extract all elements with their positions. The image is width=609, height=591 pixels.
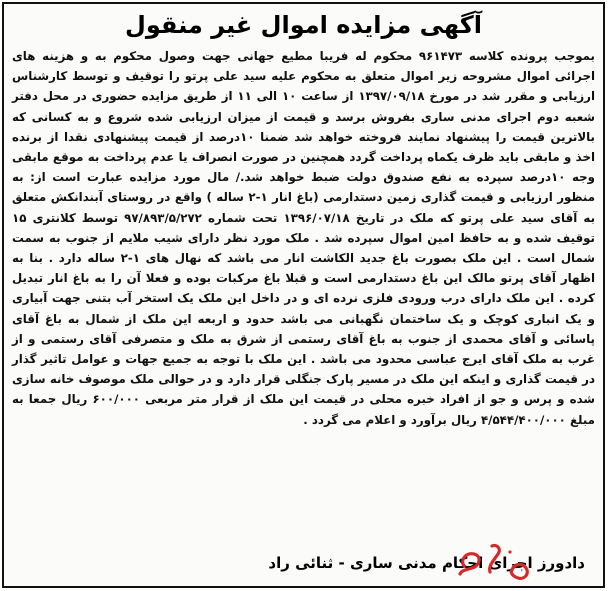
notice-signature: دادورز اجرای احکام مدنی ساری - ثنائی راد <box>268 554 585 572</box>
notice-body: بموجب پرونده کلاسه ۹۶۱۴۷۳ محکوم له فریبا مطیع جهانی جهت وصول محکوم به و هزینه های اجرائی اموال مشروحه زیر اموال متعلق به محکوم علیه سید علی پرتو را توقیف و توسط کارشناس ارزیابی و مقرر شد در مورخ ۱۳۹۷/۰۹/۱۸ از ساعت ۱۰ الی ۱۱ از طریق مزایده حضوری در محل دفتر شعبه دوم اجرای مدنی ساری بفروش برسد و قیمت از میزان ارزیابی شده شروع و به کسانی که بالاترین قیمت را پیشنهاد نمایند فروخته خواهد شد ضمنا ۱۰درصد از قیمت پیشنهادی نقدا از برنده اخذ و مابقی باید ظرف یکماه پرداخت گردد همچنین در صورت انصراف یا عدم پرداخت به موقع مابقی وجه ۱۰درصد سپرده به نفع صندوق دولت ضبط خواهد شد./ مال مورد مزایده عبارت است از: به منظور ارزیابی و قیمت گذاری زمین دستدارمی (باغ انار ۱-۲ ساله ) واقع در روستای آبندانکش متعلق به آقای سید علی پرتو که ملک در تاریخ ۱۳۹۶/۰۷/۱۸ تحت شماره ۹۷/۸۹۳/۵/۲۷۲ توسط کلانتری ۱۵ توقیف شده و به حافظ امین اموال سپرده شد . ملک مورد نظر دارای شیب ملایم از جنوب به سمت شمال است . این ملک بصورت باغ جدید الکاشت انار می باشد که نهال های ۱-۲ ساله دارد . بنا به اظهار آقای پرتو مالک این باغ دستدارمی است و قبلا باغ مرکبات بوده و فعلا آن را به باغ انار تبدیل کرده . این ملک دارای درب ورودی فلزی نرده ای و در داخل این ملک یک استخر آب بتنی جهت آبیاری و یک انباری کوچک و یک ساختمان نگهبانی می باشد حدود و اربعه این ملک از شمال به باغ آقای پاسائی و آقای محمدی از جنوب به باغ آقای رستمی از شرق به ملک و متصرفی آقای رستمی و از غرب به ملک آقای ایرج عباسی محدود می باشد . این ملک با توجه به جمیع جهات و عوامل تاثیر گذار در قیمت گذاری و اینکه این ملک در مسیر پارک جنگلی قرار دارد و در حوالی ملک موصوف خانه سازی شده و پرس و جو از افراد خبره محلی در قیمت این ملک از قرار متر مربعی ۶۰۰/۰۰۰ ریال جمعا به مبلغ ۴/۵۴۴/۴۰۰/۰۰۰ ریال برآورد و اعلام می گردد . <box>12 49 596 427</box>
notice-frame <box>2 2 605 588</box>
handwritten-red-mark <box>452 536 542 588</box>
notice-title: آگهی مزایده اموال غیر منقول <box>125 11 482 39</box>
